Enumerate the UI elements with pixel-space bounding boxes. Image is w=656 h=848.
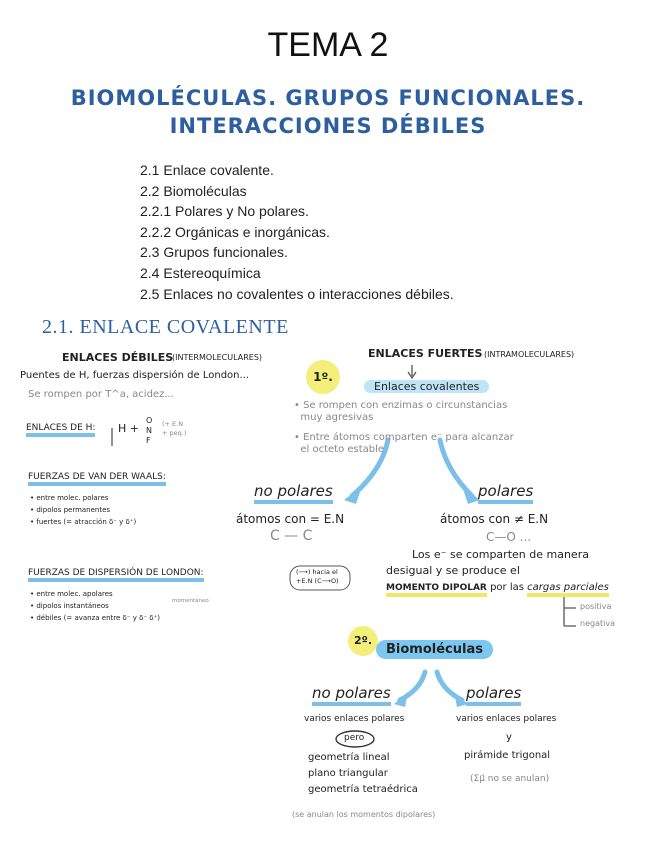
dipole-line-3: MOMENTO DIPOLAR por las cargas parciales: [386, 582, 609, 593]
subtitle-line-1: BIOMOLÉCULAS. GRUPOS FUNCIONALES.: [70, 86, 586, 110]
vdw-list: • entre molec. polares • dipolos permanentes • fuertes (= atracción δ⁻ y δ⁺): [30, 494, 137, 526]
strong-bonds-title: ENLACES FUERTES: [368, 347, 483, 360]
nonpolar-example: C — C: [270, 528, 313, 544]
covalent-bonds-label: Enlaces covalentes: [364, 380, 489, 393]
step-badge-2: 2º.: [348, 626, 378, 656]
charge-negative: negativa: [580, 619, 615, 628]
toc-item: 2.1 Enlace covalente.: [140, 162, 274, 178]
section-heading: 2.1. ENLACE COVALENTE: [42, 316, 289, 338]
nonpolar-rule: átomos con = E.N: [236, 512, 345, 526]
london-list: • entre molec. apolares • dipolos instantáneos • débiles (= avanza entre δ⁻ y δ⁻ δ⁺): [30, 590, 161, 622]
weak-bonds-bullet: Se rompen por T^a, acidez...: [28, 389, 174, 400]
london-title: FUERZAS DE DISPERSIÓN DE LONDON:: [28, 568, 204, 582]
charge-positive: positiva: [580, 602, 612, 611]
bio-nonpolar-label: no polares: [312, 684, 391, 706]
arrow-note: (⟶) hacia el +E.N (C⟶O): [296, 568, 339, 585]
toc-item: 2.4 Estereoquímica: [140, 264, 261, 281]
covalent-bullet-2: • Entre átomos comparten e⁻ para alcanzar el octeto estable: [294, 432, 514, 455]
vdw-title: FUERZAS DE VAN DER WAALS:: [28, 472, 166, 486]
covalent-bullet-1: • Se rompen con enzimas o circunstancias muy agresivas: [294, 400, 508, 423]
hbond-h: H +: [118, 422, 139, 435]
weak-bonds-title: ENLACES DÉBILES: [62, 351, 174, 364]
bio-polar-y: y: [506, 732, 512, 743]
bio-polar-label: polares: [466, 684, 521, 706]
bio-polar-line: varios enlaces polares: [456, 714, 557, 724]
toc-item: 2.2.2 Orgánicas e inorgánicas.: [140, 223, 330, 240]
dipole-line-1: Los e⁻ se comparten de manera: [412, 548, 589, 561]
hbond-atoms: O N F: [146, 416, 153, 445]
dipole-line-2: desigual y se produce el: [386, 564, 520, 577]
biomolecules-label: Biomoléculas: [376, 640, 493, 659]
polar-example: C—O ...: [486, 530, 532, 544]
charge-bracket: [564, 596, 576, 626]
toc-item: 2.2 Biomoléculas: [140, 182, 247, 199]
bio-polar-geometry: pirámide trigonal: [464, 750, 551, 761]
partial-charges-term: cargas parciales: [527, 582, 609, 597]
bio-nonpolar-note: (se anulan los momentos dipolares): [292, 810, 436, 819]
weak-bonds-subtitle: (INTERMOLECULARES): [172, 353, 263, 362]
weak-bonds-desc: Puentes de H, fuerzas dispersión de London...: [20, 370, 250, 381]
subtitle-line-2: INTERACCIONES DÉBILES: [169, 114, 487, 138]
strong-bonds-subtitle: (INTRAMOLECULARES): [484, 350, 575, 359]
page-title: TEMA 2: [267, 26, 389, 64]
dipole-moment-term: MOMENTO DIPOLAR: [386, 583, 487, 597]
toc-item: 2.5 Enlaces no covalentes o interacciones débiles.: [140, 285, 454, 302]
toc-item: 2.3 Grupos funcionales.: [140, 244, 288, 261]
london-note: momentáneo: [172, 598, 209, 604]
hbond-note: (+ E.N + peq.): [162, 420, 187, 437]
bio-pero: pero: [344, 733, 365, 743]
hbond-label: ENLACES DE H:: [26, 423, 95, 437]
bio-polar-note: (Σμ⃗ no se anulan): [470, 774, 550, 784]
step-badge-1: 1º.: [306, 360, 340, 394]
polar-rule: átomos con ≠ E.N: [440, 512, 549, 526]
nonpolar-label: no polares: [254, 482, 333, 504]
bio-nonpolar-line: varios enlaces polares: [304, 714, 405, 724]
polar-label: polares: [478, 482, 533, 504]
toc-item: 2.2.1 Polares y No polares.: [140, 203, 309, 220]
bio-nonpolar-geometries: geometría lineal plano triangular geometría tetraédrica: [308, 752, 418, 795]
